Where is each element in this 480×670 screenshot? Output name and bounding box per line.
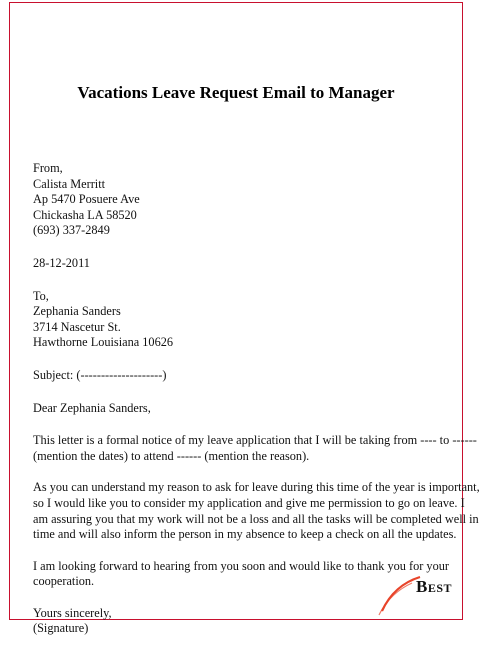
- date-block: [33, 256, 451, 272]
- paragraph-line: This letter is a formal notice of my leave application that I will be taking from ---- to ------: [33, 433, 477, 448]
- sender-phone: (693) 337-2849: [33, 223, 110, 238]
- sender-name: Calista Merritt: [33, 176, 106, 191]
- recipient-address-line-2: Hawthorne Louisiana 10626: [33, 335, 174, 350]
- subject-line: Subject: (--------------------): [33, 367, 167, 382]
- logo-letter-b: B: [416, 577, 428, 596]
- closing-text: Yours sincerely,: [33, 605, 112, 620]
- logo-text: [416, 577, 452, 597]
- letter-page: [9, 2, 480, 636]
- sender-block: [33, 161, 451, 239]
- paragraph-line: I am looking forward to hearing from you soon and would like to thank you for your: [33, 558, 449, 573]
- signature-placeholder: (Signature): [33, 621, 89, 636]
- paragraph-line: As you can understand my reason to ask for leave during this time of the year is important,: [33, 480, 480, 495]
- logo-letters-est: EST: [427, 581, 453, 595]
- paragraph-line: so I would like you to consider my application and give me permission to go on leave. I: [33, 495, 465, 510]
- recipient-name: Zephania Sanders: [33, 304, 121, 319]
- letter-body: [33, 161, 480, 637]
- recipient-address-line-1: 3714 Nascetur St.: [33, 319, 121, 334]
- paragraph-line: cooperation.: [33, 574, 95, 589]
- subject-block: [33, 368, 451, 384]
- letter-date: 28-12-2011: [33, 255, 90, 270]
- paragraph-2: [33, 480, 480, 542]
- salutation-block: [33, 401, 451, 417]
- paragraph-line: time and will also inform the person in my absence to keep a check on all the updates.: [33, 527, 457, 542]
- best-logo: [374, 571, 464, 621]
- paragraph-1: [33, 433, 477, 464]
- sender-label: From,: [33, 161, 63, 175]
- sender-address-line-1: Ap 5470 Posuere Ave: [33, 192, 140, 207]
- recipient-label: To,: [33, 288, 49, 303]
- paragraph-line: am assuring you that my work will not be a loss and all the tasks will be completed well in: [33, 511, 479, 526]
- sender-address-line-2: Chickasha LA 58520: [33, 207, 137, 222]
- recipient-block: [33, 289, 451, 351]
- paragraph-line: (mention the dates) to attend ------ (mention the reason).: [33, 448, 310, 463]
- document-title: Vacations Leave Request Email to Manager: [77, 83, 395, 102]
- salutation: Dear Zephania Sanders,: [33, 400, 151, 415]
